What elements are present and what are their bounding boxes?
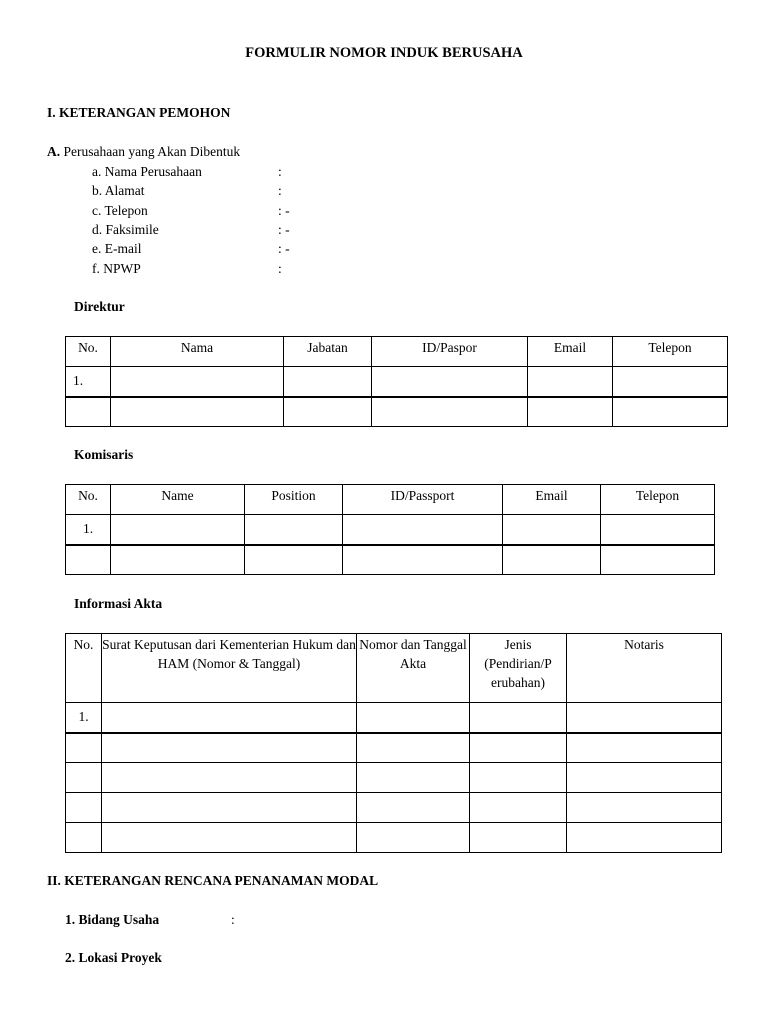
column-header: Email xyxy=(503,485,601,515)
subsection-a-label: A. xyxy=(47,144,61,159)
direktur-table xyxy=(65,336,728,427)
row-number-cell: 1. xyxy=(66,703,102,733)
table-cell[interactable] xyxy=(102,703,357,733)
row-number-cell xyxy=(66,397,111,427)
table-header-row xyxy=(66,337,728,367)
field-value[interactable]: : xyxy=(278,183,282,199)
direktur-heading: Direktur xyxy=(74,299,125,314)
field-label: d. Faksimile xyxy=(92,221,159,237)
table-cell[interactable] xyxy=(111,367,284,397)
table-cell[interactable] xyxy=(503,515,601,545)
table-row xyxy=(66,733,722,763)
table-cell[interactable] xyxy=(357,823,470,853)
komisaris-table xyxy=(65,484,715,575)
row-number-cell xyxy=(66,763,102,793)
field-label: b. Alamat xyxy=(92,183,145,199)
field-value[interactable]: : - xyxy=(278,221,290,237)
table-cell[interactable] xyxy=(470,703,567,733)
column-header: No. xyxy=(66,485,111,515)
table-header-row xyxy=(66,485,715,515)
field-label: f. NPWP xyxy=(92,260,141,276)
table-row xyxy=(66,367,728,397)
field-label: a. Nama Perusahaan xyxy=(92,164,202,179)
table-row xyxy=(66,515,715,545)
column-header: Telepon xyxy=(601,485,715,515)
field-value[interactable]: : xyxy=(278,164,282,179)
table-cell[interactable] xyxy=(284,367,372,397)
column-header: Jenis (Pendirian/P erubahan) xyxy=(470,634,567,703)
table-cell[interactable] xyxy=(528,397,613,427)
column-header: Nama xyxy=(111,337,284,367)
table-cell[interactable] xyxy=(470,733,567,763)
table-cell[interactable] xyxy=(613,397,728,427)
table-cell[interactable] xyxy=(470,823,567,853)
table-cell[interactable] xyxy=(111,397,284,427)
field-value[interactable]: : - xyxy=(278,241,290,257)
bidang-usaha-value[interactable]: : xyxy=(231,912,235,927)
table-cell[interactable] xyxy=(102,733,357,763)
row-number-cell xyxy=(66,823,102,853)
table-cell[interactable] xyxy=(613,367,728,397)
table-cell[interactable] xyxy=(567,763,722,793)
table-cell[interactable] xyxy=(102,823,357,853)
komisaris-heading: Komisaris xyxy=(74,447,134,462)
table-cell[interactable] xyxy=(343,545,503,575)
subsection-a xyxy=(47,144,240,160)
table-cell[interactable] xyxy=(372,397,528,427)
table-cell[interactable] xyxy=(284,397,372,427)
table-cell[interactable] xyxy=(357,793,470,823)
table-cell[interactable] xyxy=(601,545,715,575)
row-number-cell xyxy=(66,545,111,575)
table-cell[interactable] xyxy=(357,733,470,763)
lokasi-proyek-label: 2. Lokasi Proyek xyxy=(65,950,162,965)
field-label: e. E-mail xyxy=(92,241,142,257)
table-cell[interactable] xyxy=(601,515,715,545)
column-header: ID/Passport xyxy=(343,485,503,515)
column-header: Surat Keputusan dari Kementerian Hukum dan HAM (Nomor & Tanggal) xyxy=(102,634,357,703)
column-header: Name xyxy=(111,485,245,515)
table-cell[interactable] xyxy=(102,793,357,823)
section-1-heading: I. KETERANGAN PEMOHON xyxy=(47,105,231,120)
akta-heading: Informasi Akta xyxy=(74,596,163,611)
column-header: Email xyxy=(528,337,613,367)
subsection-a-text: Perusahaan yang Akan Dibentuk xyxy=(63,144,241,159)
table-row xyxy=(66,397,728,427)
akta-table xyxy=(65,633,722,853)
form-title: FORMULIR NOMOR INDUK BERUSAHA xyxy=(245,45,523,61)
row-number-cell xyxy=(66,733,102,763)
table-cell[interactable] xyxy=(567,793,722,823)
field-label: c. Telepon xyxy=(92,202,148,218)
table-row xyxy=(66,703,722,733)
row-number-cell: 1. xyxy=(66,367,111,397)
table-cell[interactable] xyxy=(111,545,245,575)
field-value[interactable]: : xyxy=(278,260,282,276)
table-cell[interactable] xyxy=(245,545,343,575)
table-row xyxy=(66,823,722,853)
column-header: Telepon xyxy=(613,337,728,367)
column-header: No. xyxy=(66,337,111,367)
table-cell[interactable] xyxy=(372,367,528,397)
column-header: Position xyxy=(245,485,343,515)
column-header: No. xyxy=(66,634,102,703)
table-cell[interactable] xyxy=(111,515,245,545)
table-header-row xyxy=(66,634,722,703)
field-value[interactable]: : - xyxy=(278,202,290,218)
table-cell[interactable] xyxy=(470,793,567,823)
column-header: Notaris xyxy=(567,634,722,703)
column-header: ID/Paspor xyxy=(372,337,528,367)
table-cell[interactable] xyxy=(245,515,343,545)
column-header: Jabatan xyxy=(284,337,372,367)
table-cell[interactable] xyxy=(567,823,722,853)
section-2-heading: II. KETERANGAN RENCANA PENANAMAN MODAL xyxy=(47,873,379,888)
table-row xyxy=(66,545,715,575)
table-cell[interactable] xyxy=(470,763,567,793)
table-cell[interactable] xyxy=(357,703,470,733)
bidang-usaha-label: 1. Bidang Usaha xyxy=(65,912,160,927)
table-cell[interactable] xyxy=(567,733,722,763)
table-cell[interactable] xyxy=(528,367,613,397)
table-cell[interactable] xyxy=(102,763,357,793)
table-cell[interactable] xyxy=(567,703,722,733)
table-cell[interactable] xyxy=(503,545,601,575)
table-cell[interactable] xyxy=(343,515,503,545)
table-cell[interactable] xyxy=(357,763,470,793)
row-number-cell: 1. xyxy=(66,515,111,545)
table-row xyxy=(66,793,722,823)
row-number-cell xyxy=(66,793,102,823)
column-header: Nomor dan Tanggal Akta xyxy=(357,634,470,703)
table-row xyxy=(66,763,722,793)
